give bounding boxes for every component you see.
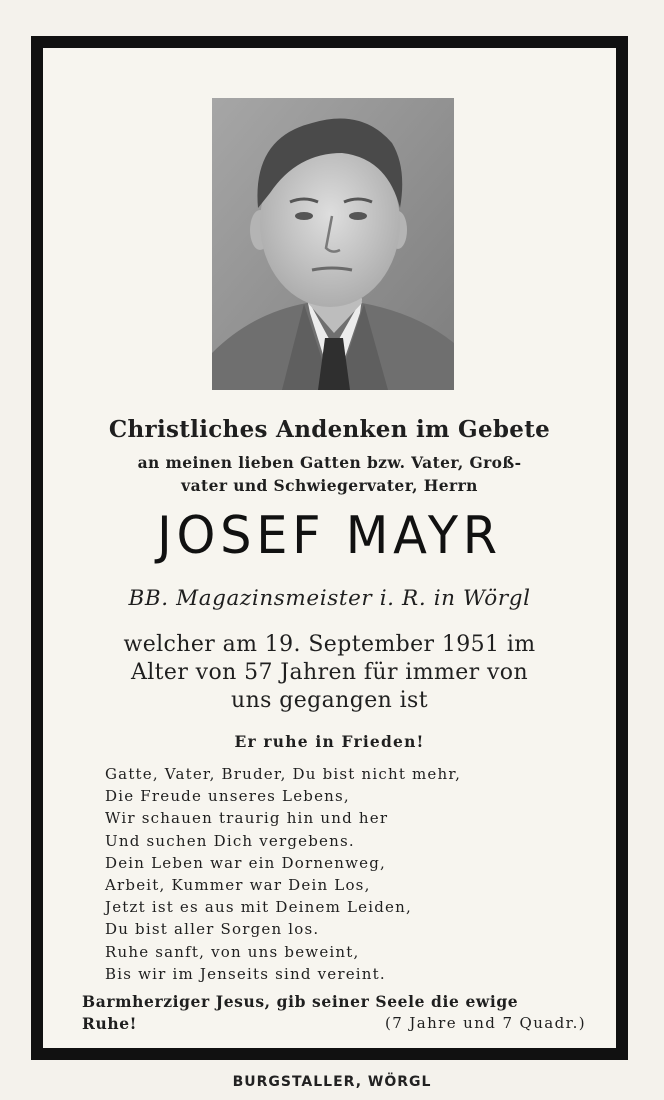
- card-heading: Christliches Andenken im Gebete: [108, 416, 551, 443]
- death-notice-line-2: Alter von 57 Jahren für immer von: [130, 660, 529, 685]
- memorial-card-border: [31, 36, 628, 1060]
- memorial-poem: [105, 763, 461, 985]
- deceased-name: JOSEF MAYR: [157, 506, 502, 566]
- death-notice: [43, 631, 616, 715]
- deceased-profession: BB. Magazinsmeister i. R. in Wörgl: [128, 586, 531, 611]
- poem-line: Die Freude unseres Lebens,: [105, 787, 350, 806]
- indulgence-note: (7 Jahre und 7 Quadr.): [384, 1014, 586, 1032]
- poem-line: Du bist aller Sorgen los.: [105, 920, 320, 939]
- poem-line: Bis wir im Jenseits sind vereint.: [105, 964, 386, 983]
- poem-line: Jetzt ist es aus mit Deinem Leiden,: [105, 898, 412, 917]
- poem-line: Und suchen Dich vergebens.: [105, 831, 355, 850]
- dedication-line-1: an meinen lieben Gatten bzw. Vater, Groß-: [137, 453, 522, 472]
- poem-line: Gatte, Vater, Bruder, Du bist nicht mehr,: [105, 765, 462, 783]
- death-notice-line-3: uns gegangen ist: [231, 688, 428, 713]
- prayer-line-2: Ruhe!: [82, 1014, 138, 1033]
- memorial-card: [43, 48, 616, 1048]
- poem-line: Dein Leben war ein Dornenweg,: [105, 853, 387, 872]
- poem-line: Arbeit, Kummer war Dein Los,: [105, 876, 371, 895]
- death-notice-line-1: welcher am 19. September 1951 im: [123, 632, 536, 657]
- printer-imprint: BURGSTALLER, WÖRGL: [232, 1074, 432, 1090]
- prayer-line-1: Barmherziger Jesus, gib seiner Seele die ewige: [82, 992, 519, 1011]
- poem-line: Ruhe sanft, von uns beweint,: [105, 942, 360, 961]
- portrait-photo: [212, 98, 454, 390]
- poem-line: Wir schauen traurig hin und her: [105, 809, 389, 828]
- rest-in-peace: Er ruhe in Frieden!: [234, 732, 425, 751]
- dedication-line-2: vater und Schwiegervater, Herrn: [181, 476, 478, 495]
